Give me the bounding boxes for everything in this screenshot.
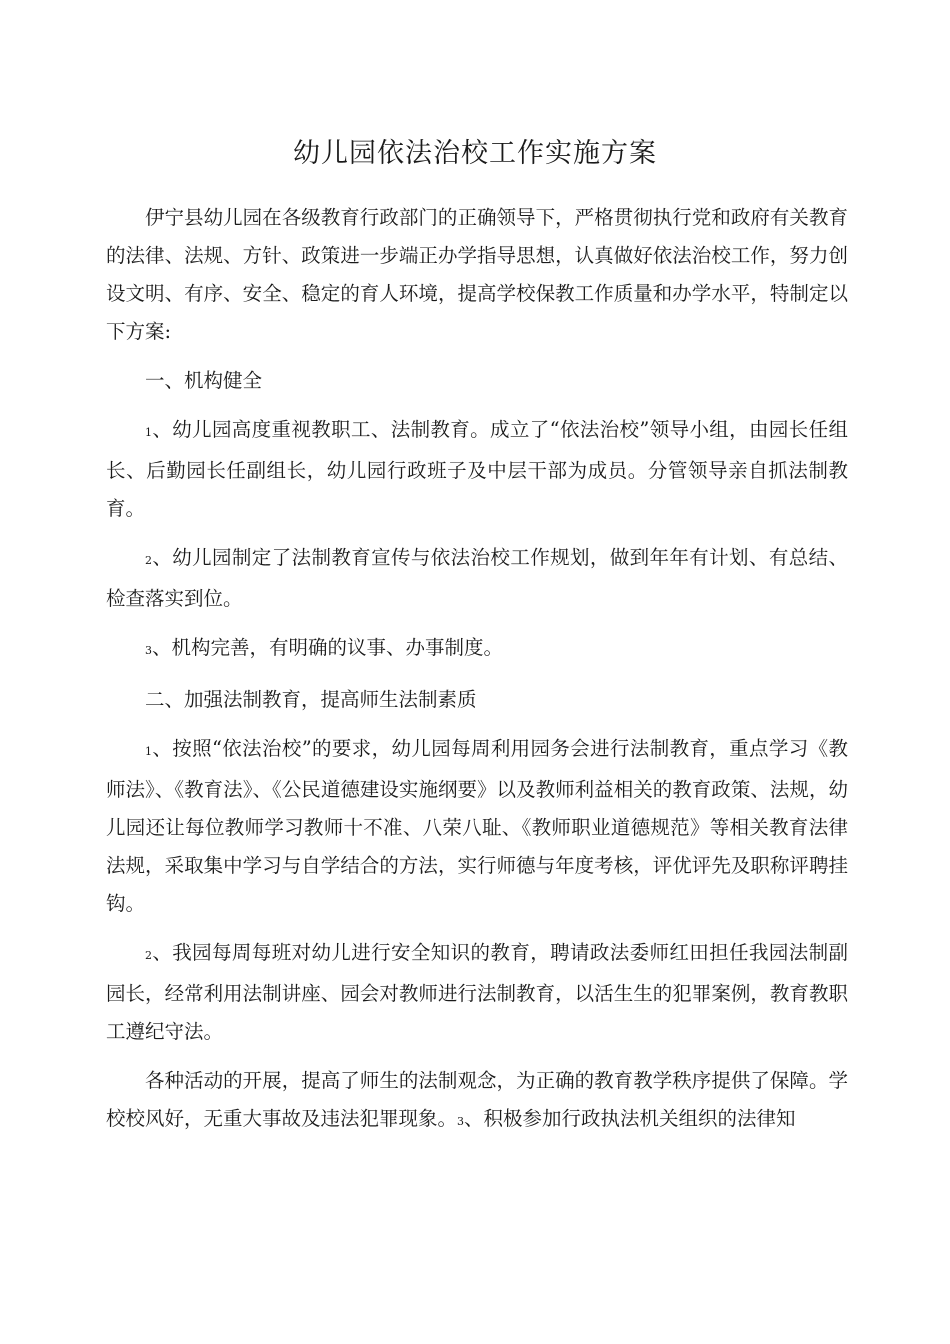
item-text: 、我园每周每班对幼儿进行安全知识的教育，聘请政法委师红田担任我园法制副园长，经常利用法制讲座、园会对教师进行法制教育，以活生生的犯罪案例，教育教职工遵纪守法。 bbox=[106, 941, 848, 1043]
item-number: 3 bbox=[145, 644, 152, 657]
intro-paragraph: 伊宁县幼儿园在各级教育行政部门的正确领导下，严格贯彻执行党和政府有关教育的法律、法规、方针、政策进一步端正办学指导思想，认真做好依法治校工作，努力创设文明、有序、安全、稳定的育人环境，提高学校保教工作质量和办学水平，特制定以下方案: bbox=[106, 206, 848, 343]
item-number: 3 bbox=[457, 1115, 465, 1128]
section-heading-1: 一、机构健全 bbox=[145, 369, 263, 392]
document-body bbox=[106, 199, 848, 1152]
closing-text: 各种活动的开展，提高了师生的法制观念，为正确的教育教学秩序提供了保障。学校校风好，无重大事故及违法犯罪现象。 bbox=[106, 1069, 848, 1130]
item-number: 1 bbox=[145, 426, 152, 439]
item-text: 、按照“依法治校”的要求，幼儿园每周利用园务会进行法制教育，重点学习《教师法》、《教育法》、《公民道德建设实施纲要》以及教师利益相关的教育政策、法规，幼儿园还让每位教师学习教师十不准、八荣八耻、《教师职业道德规范》等相关教育法律法规，采取集中学习与自学结合的方法，实行师德与年度考核，评优评先及职称评聘挂钩。 bbox=[106, 737, 848, 915]
closing-tail: 、积极参加行政执法机关组织的法律知 bbox=[464, 1107, 796, 1130]
document-title: 幼儿园依法治校工作实施方案 bbox=[293, 138, 657, 169]
item-number: 2 bbox=[145, 554, 152, 567]
item-text: 、幼儿园高度重视教职工、法制教育。成立了“依法治校”领导小组，由园长任组长、后勤园长任副组长，幼儿园行政班子及中层干部为成员。分管领导亲自抓法制教育。 bbox=[106, 418, 848, 520]
item-number: 2 bbox=[145, 949, 152, 962]
item-text: 、机构完善，有明确的议事、办事制度。 bbox=[152, 636, 504, 659]
section-heading-2: 二、加强法制教育，提高师生法制素质 bbox=[145, 688, 477, 711]
section2-item-1 bbox=[106, 730, 848, 923]
section1-item-1 bbox=[106, 411, 848, 528]
section2-item-2 bbox=[106, 934, 848, 1051]
closing-paragraph bbox=[106, 1062, 848, 1141]
section1-item-2 bbox=[106, 539, 848, 618]
item-number: 1 bbox=[145, 745, 152, 758]
section1-item-3 bbox=[106, 629, 848, 670]
item-text: 、幼儿园制定了法制教育宣传与依法治校工作规划，做到年年有计划、有总结、检查落实到位。 bbox=[106, 546, 848, 610]
